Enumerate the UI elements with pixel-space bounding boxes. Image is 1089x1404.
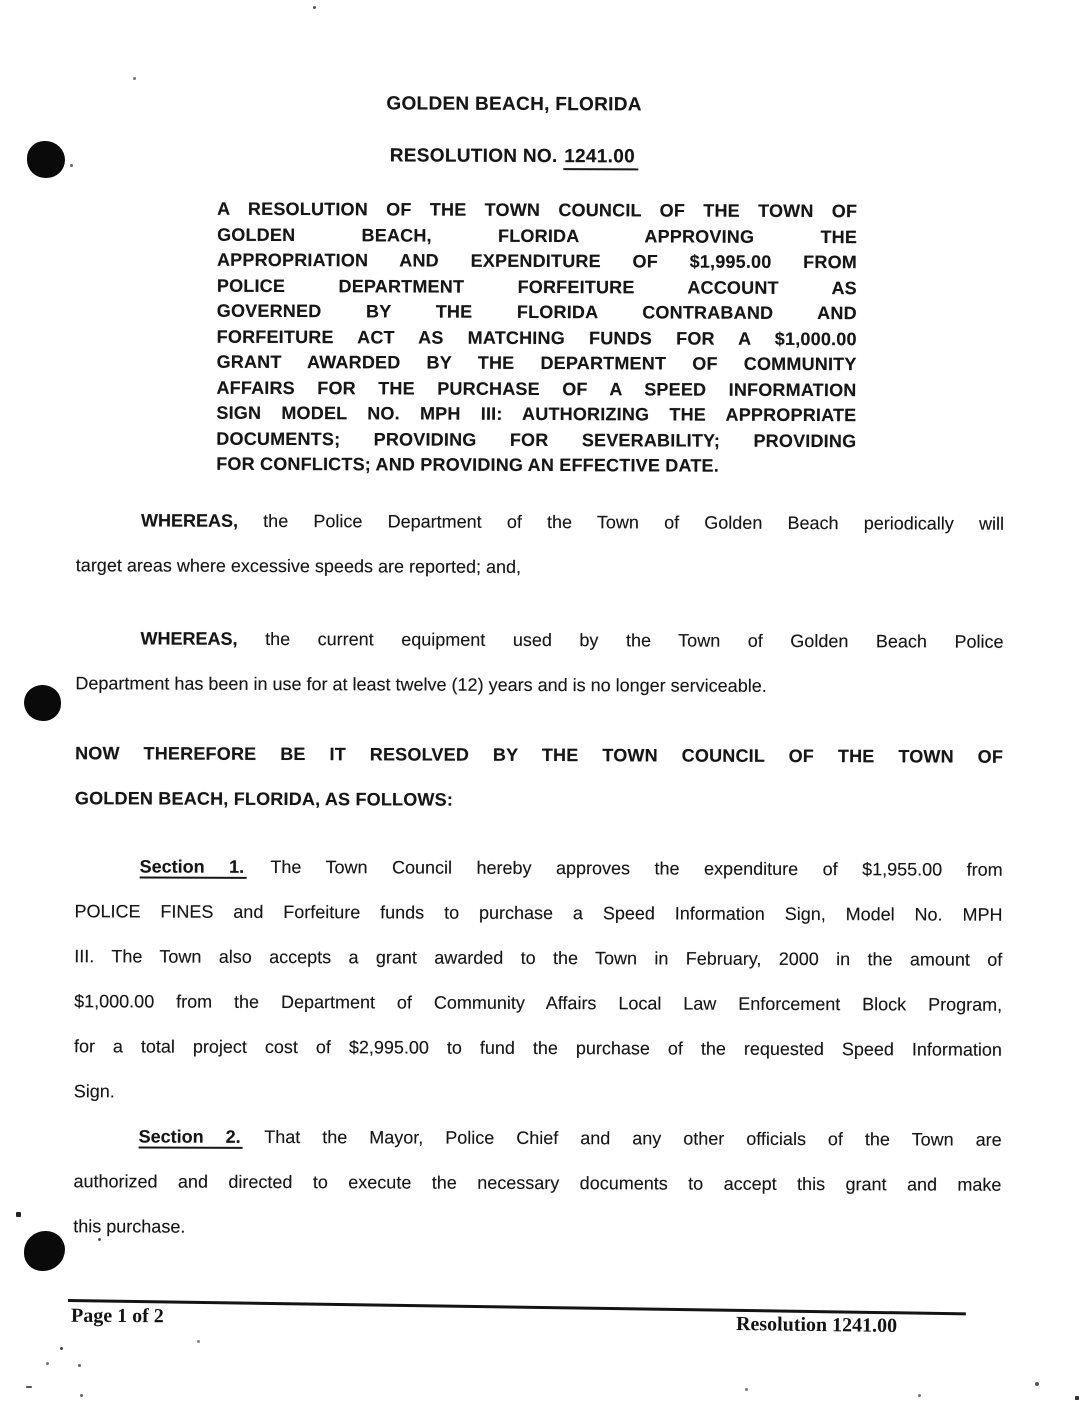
- resolution-title-line: GRANT AWARDED BY THE DEPARTMENT OF COMMUNITY: [216, 351, 857, 375]
- paragraph-line: [75, 844, 1003, 893]
- resolution-number-label: RESOLUTION NO.: [389, 145, 558, 168]
- resolution-title-line: GOLDEN BEACH, FLORIDA APPROVING THE: [217, 224, 858, 247]
- paragraph-line: [75, 616, 1003, 665]
- paragraph-line: [76, 498, 1004, 547]
- resolution-title-line: APPROPRIATION AND EXPENDITURE OF $1,995.00 FROM: [216, 249, 858, 273]
- whereas-keyword: WHEREAS,: [140, 510, 239, 531]
- paragraph-line: POLICE FINES and Forfeiture funds to purchase a Speed Information Sign, Model No. MPH: [74, 901, 1003, 925]
- paragraph-line: Sign.: [73, 1081, 115, 1102]
- paragraph-line: authorized and directed to execute the necessary documents to accept this grant and make: [73, 1171, 1002, 1195]
- paragraph-line: Department has been in use for at least twelve (12) years and is no longer serviceable.: [75, 673, 767, 696]
- document-title: GOLDEN BEACH, FLORIDA: [386, 93, 642, 116]
- section-1-heading: Section 1.: [140, 856, 247, 878]
- resolution-number-value: 1241.00: [563, 146, 638, 170]
- section-text: That the Mayor, Police Chief and any other officials of the Town are: [264, 1126, 1002, 1150]
- whereas-clause-1: [76, 498, 1004, 592]
- resolution-title-line: POLICE DEPARTMENT FORFEITURE ACCOUNT AS: [216, 275, 857, 298]
- whereas-keyword: WHEREAS,: [140, 628, 238, 649]
- whereas-text: the Police Department of the Town of Golden Beach periodically will: [263, 510, 1005, 534]
- resolution-title-block: [216, 197, 857, 480]
- paragraph-line: III. The Town also accepts a grant awarded to the Town in February, 2000 in the amount of: [74, 946, 1003, 970]
- paragraph-line: [74, 1114, 1002, 1163]
- resolution-title-line: DOCUMENTS; PROVIDING FOR SEVERABILITY; PROVIDING: [216, 428, 857, 451]
- resolution-title-line: A RESOLUTION OF THE TOWN COUNCIL OF THE TOWN OF: [217, 198, 858, 222]
- resolution-title-line: FORFEITURE ACT AS MATCHING FUNDS FOR A $1,000.00: [216, 326, 857, 349]
- resolution-title-line: AFFAIRS FOR THE PURCHASE OF A SPEED INFORMATION: [216, 377, 857, 400]
- resolution-number-line: [0, 144, 1058, 170]
- footer-resolution-ref: Resolution 1241.00: [735, 1313, 898, 1337]
- paragraph-line: GOLDEN BEACH, FLORIDA, AS FOLLOWS:: [74, 788, 454, 810]
- paragraph-line: target areas where excessive speeds are reported; and,: [75, 555, 522, 577]
- whereas-text: the current equipment used by the Town of Golden Beach Police: [265, 628, 1004, 652]
- resolution-title-line: GOVERNED BY THE FLORIDA CONTRABAND AND: [216, 300, 857, 324]
- paragraph-line: this purchase.: [73, 1216, 186, 1237]
- resolution-title-line: SIGN MODEL NO. MPH III: AUTHORIZING THE APPROPRIATE: [216, 402, 857, 426]
- section-1: [74, 844, 1003, 1118]
- whereas-clause-2: [75, 616, 1003, 710]
- resolved-clause: [75, 731, 1003, 825]
- resolution-title-line: FOR CONFLICTS; AND PROVIDING AN EFFECTIVE DATE.: [216, 453, 719, 476]
- paragraph-line: $1,000.00 from the Department of Community Affairs Local Law Enforcement Block Program,: [74, 991, 1003, 1015]
- paragraph-line: NOW THEREFORE BE IT RESOLVED BY THE TOWN COUNCIL OF THE TOWN OF: [75, 743, 1004, 767]
- paragraph-line: for a total project cost of $2,995.00 to fund the purchase of the requested Speed Information: [73, 1036, 1003, 1060]
- page-number: Page 1 of 2: [70, 1304, 164, 1328]
- section-text: The Town Council hereby approves the expenditure of $1,955.00 from: [270, 856, 1003, 880]
- section-2: [73, 1114, 1002, 1253]
- section-2-heading: Section 2.: [139, 1126, 243, 1148]
